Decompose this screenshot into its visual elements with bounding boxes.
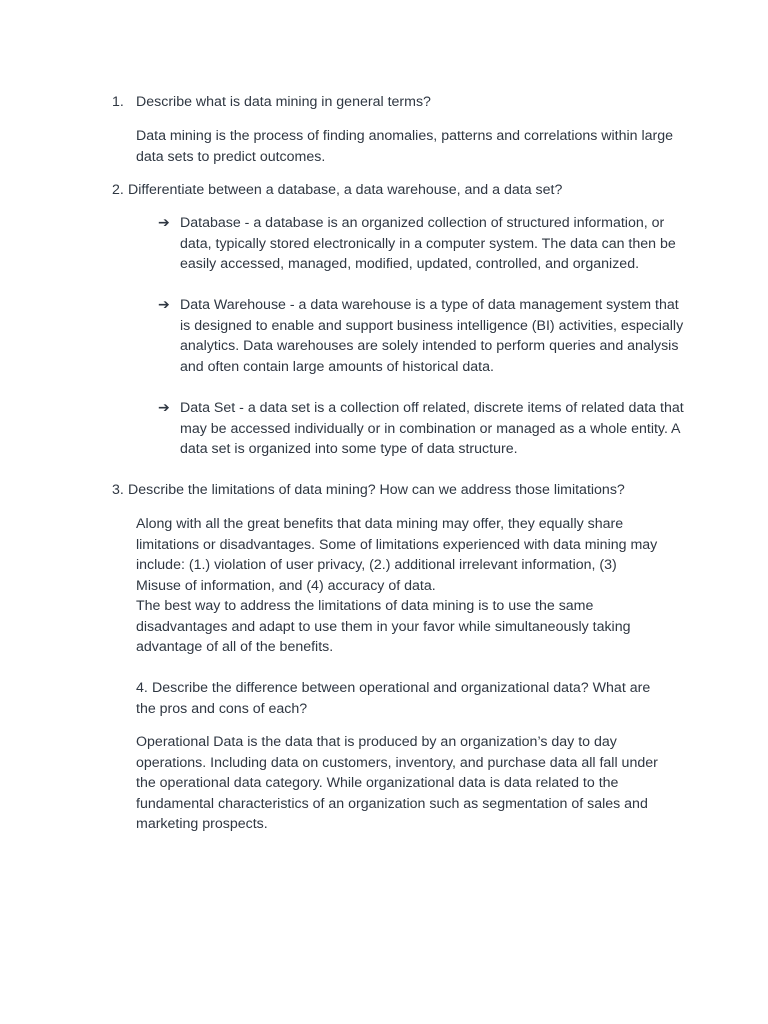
bullet-data-warehouse-text: Data Warehouse - a data warehouse is a type of data management system that is designed to enable and support business intelligence (BI) activities, especially analytics. Data warehouses are solely intended to perform queries and analysis and often contain large amounts of historical data. (180, 297, 684, 375)
question-1-number: 1. (112, 94, 124, 110)
arrow-icon: ➔ (158, 297, 170, 313)
question-1-text: Describe what is data mining in general terms? (136, 94, 431, 110)
arrow-icon: ➔ (158, 215, 170, 231)
answer-1: Data mining is the process of finding anomalies, patterns and correlations within large data sets to predict outcomes. (136, 128, 674, 165)
question-2-text: Differentiate between a database, a data warehouse, and a data set? (128, 182, 563, 198)
answer-4: Operational Data is the data that is produced by an organization’s day to day operations. Including data on customers, inventory, and purchase data all fall under the operational data category. While organizational data is data related to the fundamental characteristics of an organization such as segmentation of sales and marketing prospects. (136, 734, 658, 833)
question-4-text-content: Describe the difference between operational and organizational data? What are the pros and cons of each? (136, 680, 651, 717)
question-2-number: 2. (112, 182, 124, 198)
bullet-data-set-text: Data Set - a data set is a collection off related, discrete items of related data that may be accessed individually or in combination or managed as a whole entity. A data set is organized into some type of data structure. (180, 400, 684, 458)
answer-3: Along with all the great benefits that data mining may offer, they equally share limitations or disadvantages. Some of limitations experienced with data mining may include: (1.) violation of user privacy, (2.) additional irrelevant information, (3) Misuse of information, and (4) accuracy of data. (136, 516, 658, 594)
question-4-text (136, 678, 661, 719)
arrow-icon: ➔ (158, 400, 170, 416)
answer-3-continued: The best way to address the limitations of data mining is to use the same disadvantages and adapt to use them in your favor while simultaneously taking advantage of all of the benefits. (136, 598, 631, 656)
bullet-database-text: Database - a database is an organized collection of structured information, or data, typically stored electronically in a computer system. The data can then be easily accessed, managed, modified, updated, controlled, and organized. (180, 215, 676, 273)
question-3-text: Describe the limitations of data mining? How can we address those limitations? (128, 482, 625, 498)
question-3-number: 3. (112, 482, 124, 498)
question-4-number: 4. (136, 680, 148, 696)
